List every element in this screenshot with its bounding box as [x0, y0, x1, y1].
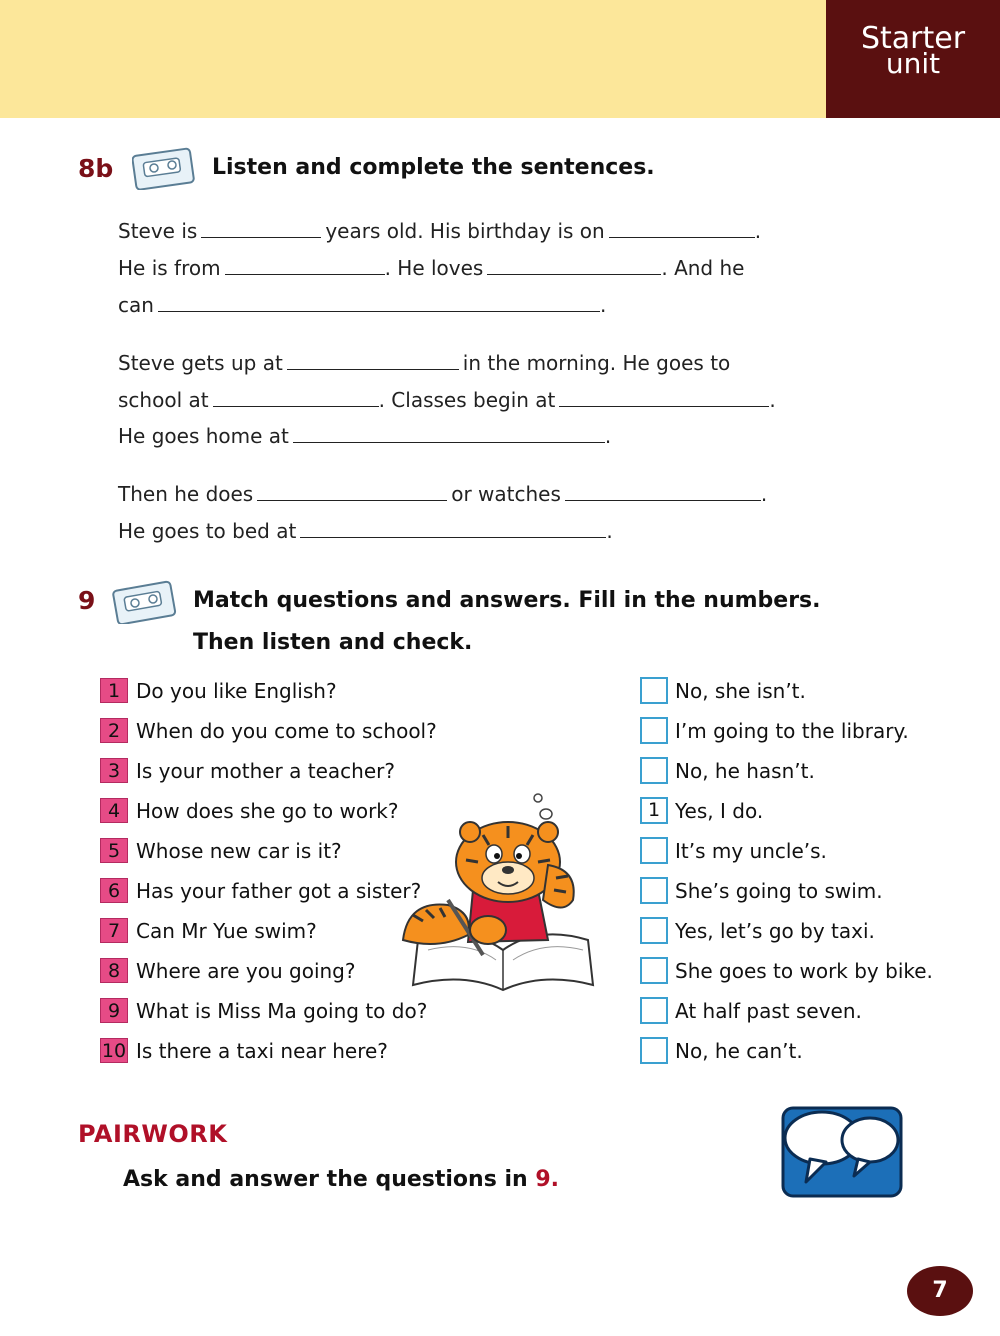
question-item [100, 798, 399, 824]
question-number: 5 [100, 838, 128, 863]
answer-text: Yes, let’s go by taxi. [675, 919, 875, 943]
question-text: What is Miss Ma going to do? [136, 999, 428, 1023]
answer-text: I’m going to the library. [675, 719, 909, 743]
answer-text: At half past seven. [675, 999, 862, 1023]
answer-number-box[interactable] [640, 877, 668, 904]
answer-text: She goes to work by bike. [675, 959, 933, 983]
answer-number-box[interactable]: 1 [640, 797, 668, 824]
answer-text: Yes, I do. [675, 799, 764, 823]
question-text: Has your father got a sister? [136, 879, 422, 903]
section-9-title-line1: Match questions and answers. Fill in the numbers. [193, 588, 821, 613]
question-text: Do you like English? [136, 679, 337, 703]
answer-text: No, he hasn’t. [675, 759, 815, 783]
sentence-line: school at . Classes begin at . [118, 388, 776, 412]
question-item [100, 918, 317, 944]
pairwork-instruction: Ask and answer the questions in 9. [123, 1167, 560, 1192]
answer-item [640, 1037, 803, 1065]
answer-text: No, she isn’t. [675, 679, 806, 703]
question-number: 4 [100, 798, 128, 823]
sentence-line: Steve is years old. His birthday is on . [118, 219, 762, 243]
sentence-line: He goes home at . [118, 424, 612, 448]
question-item [100, 998, 427, 1024]
section-8b-title: Listen and complete the sentences. [212, 155, 655, 180]
answer-text: No, he can’t. [675, 1039, 803, 1063]
sentence-line: Steve gets up at in the morning. He goes to [118, 351, 731, 375]
question-text: Is there a taxi near here? [136, 1039, 388, 1063]
speech-bubbles-icon [780, 1104, 904, 1200]
sentence-line: He is from . He loves . And he [118, 256, 745, 280]
tiger-reading-illustration [398, 790, 613, 995]
section-9-title-line2: Then listen and check. [193, 630, 473, 655]
answer-item [640, 797, 763, 825]
answer-item [640, 957, 933, 985]
answer-number-box[interactable] [640, 1037, 668, 1064]
answer-number-box[interactable] [640, 997, 668, 1024]
answer-text: She’s going to swim. [675, 879, 883, 903]
question-text: When do you come to school? [136, 719, 437, 743]
sentence-line: Then he does or watches . [118, 482, 768, 506]
question-item [100, 958, 355, 984]
question-item [100, 1038, 388, 1064]
cassette-tape-icon [132, 146, 196, 190]
answer-number-box[interactable] [640, 917, 668, 944]
question-item [100, 718, 437, 744]
question-number: 9 [100, 998, 128, 1023]
sentence-line: He goes to bed at . [118, 519, 613, 543]
question-text: How does she go to work? [136, 799, 399, 823]
answer-item [640, 877, 883, 905]
answer-number-box[interactable] [640, 757, 668, 784]
answer-item [640, 717, 909, 745]
question-number: 3 [100, 758, 128, 783]
answer-item [640, 677, 806, 705]
question-number: 2 [100, 718, 128, 743]
pairwork-title: PAIRWORK [78, 1120, 228, 1148]
answer-item [640, 917, 875, 945]
question-number: 8 [100, 958, 128, 983]
question-item [100, 758, 395, 784]
question-number: 6 [100, 878, 128, 903]
question-number: 7 [100, 918, 128, 943]
question-number: 10 [101, 1040, 127, 1062]
question-number: 1 [100, 678, 128, 703]
answer-number-box[interactable] [640, 837, 668, 864]
sentence-line: can . [118, 293, 607, 317]
cassette-tape-icon [112, 578, 178, 624]
question-item [100, 878, 421, 904]
question-item [100, 838, 342, 864]
header-band [0, 0, 826, 118]
unit-badge-line2: unit [885, 47, 941, 80]
question-text: Is your mother a teacher? [136, 759, 395, 783]
unit-badge-line1: Starter [860, 21, 966, 56]
question-text: Whose new car is it? [136, 839, 342, 863]
answer-text: It’s my uncle’s. [675, 839, 827, 863]
question-item [100, 678, 337, 704]
question-text: Can Mr Yue swim? [136, 919, 317, 943]
answer-item [640, 757, 815, 785]
answer-number-box[interactable] [640, 717, 668, 744]
answer-number-box[interactable] [640, 677, 668, 704]
answer-number-box[interactable] [640, 957, 668, 984]
page-number: 7 [907, 1266, 973, 1316]
question-text: Where are you going? [136, 959, 356, 983]
unit-badge [826, 0, 1000, 118]
section-9-number: 9 [78, 586, 96, 615]
section-8b-number: 8b [78, 154, 114, 183]
answer-item [640, 837, 827, 865]
answer-item [640, 997, 862, 1025]
